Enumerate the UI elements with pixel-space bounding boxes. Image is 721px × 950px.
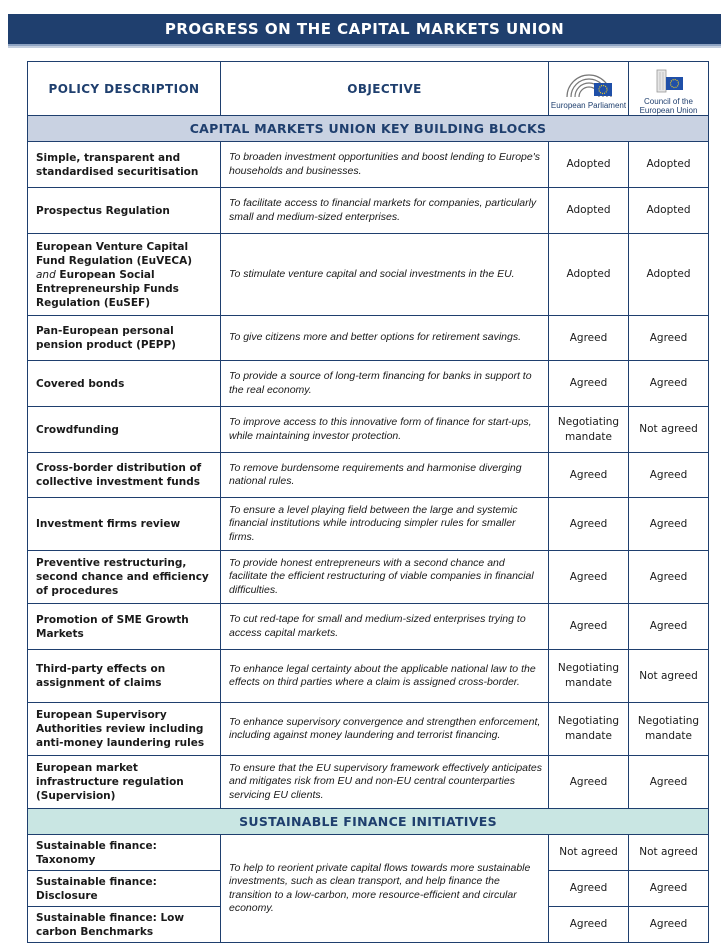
european-parliament-logo-icon — [564, 71, 614, 99]
objective-cell: To give citizens more and better options for retirement savings. — [221, 316, 549, 361]
council-status-cell: Not agreed — [629, 407, 709, 453]
ep-status-cell: Agreed — [549, 453, 629, 498]
ep-status-cell: Negotiating mandate — [549, 650, 629, 703]
objective-cell: To cut red-tape for small and medium-sized enterprises trying to access capital markets. — [221, 604, 549, 650]
ep-status-cell: Agreed — [549, 551, 629, 604]
table-row — [28, 361, 709, 407]
ep-status-cell: Agreed — [549, 756, 629, 809]
ep-status-cell: Agreed — [549, 361, 629, 407]
policy-name-a: European Venture Capital Fund Regulation (EuVECA) — [36, 240, 192, 267]
policy-cell: Sustainable finance: Low carbon Benchmarks — [28, 907, 221, 943]
objective-cell: To enhance legal certainty about the applicable national law to the effects on third parties where a claim is assigned cross-border. — [221, 650, 549, 703]
policy-cell — [28, 234, 221, 316]
table-row — [28, 142, 709, 188]
policy-conjunction: and — [36, 268, 56, 281]
objective-cell: To enhance supervisory convergence and strengthen enforcement, including against money laundering and terrorist financing. — [221, 703, 549, 756]
objective-cell: To facilitate access to financial markets for companies, particularly small and medium-sized enterprises. — [221, 188, 549, 234]
ep-status-cell: Agreed — [549, 316, 629, 361]
section-row — [28, 116, 709, 142]
table-row — [28, 756, 709, 809]
table-row — [28, 703, 709, 756]
council-status-cell: Not agreed — [629, 650, 709, 703]
council-label: Council of the European Union — [639, 96, 698, 115]
ep-status-cell: Agreed — [549, 604, 629, 650]
section-row — [28, 809, 709, 835]
policy-cell: Prospectus Regulation — [28, 188, 221, 234]
council-status-cell: Agreed — [629, 453, 709, 498]
policy-cell: Sustainable finance: Taxonomy — [28, 835, 221, 871]
policy-cell: Pan-European personal pension product (PEPP) — [28, 316, 221, 361]
ep-status-cell: Negotiating mandate — [549, 703, 629, 756]
european-parliament-header — [549, 62, 629, 116]
header-row — [28, 62, 709, 116]
policy-cell: Investment firms review — [28, 498, 221, 551]
objective-cell: To stimulate venture capital and social investments in the EU. — [221, 234, 549, 316]
council-status-cell: Agreed — [629, 907, 709, 943]
page-title: PROGRESS ON THE CAPITAL MARKETS UNION — [8, 14, 721, 46]
council-status-cell: Agreed — [629, 604, 709, 650]
european-parliament-label: European Parliament — [550, 101, 627, 110]
policy-cell: Preventive restructuring, second chance and efficiency of procedures — [28, 551, 221, 604]
ep-status-cell: Adopted — [549, 142, 629, 188]
council-status-cell: Agreed — [629, 871, 709, 907]
council-status-cell: Agreed — [629, 756, 709, 809]
council-status-cell: Negotiating mandate — [629, 703, 709, 756]
table-row — [28, 551, 709, 604]
title-underline — [8, 46, 721, 48]
objective-header: OBJECTIVE — [221, 62, 549, 116]
table-row — [28, 835, 709, 871]
table-row — [28, 316, 709, 361]
table-row — [28, 604, 709, 650]
council-status-cell: Adopted — [629, 188, 709, 234]
policy-cell: Crowdfunding — [28, 407, 221, 453]
policy-cell: European Supervisory Authorities review including anti-money laundering rules — [28, 703, 221, 756]
ep-status-cell: Negotiating mandate — [549, 407, 629, 453]
ep-status-cell: Adopted — [549, 188, 629, 234]
council-status-cell: Agreed — [629, 361, 709, 407]
objective-cell: To provide honest entrepreneurs with a second chance and facilitate the efficient restructuring of viable companies in financial difficulties. — [221, 551, 549, 604]
table-row — [28, 498, 709, 551]
ep-status-cell: Agreed — [549, 498, 629, 551]
section-title: CAPITAL MARKETS UNION KEY BUILDING BLOCKS — [28, 116, 709, 142]
policy-cell: Promotion of SME Growth Markets — [28, 604, 221, 650]
council-logo-icon — [651, 67, 687, 95]
table-row — [28, 234, 709, 316]
table-row — [28, 650, 709, 703]
objective-cell: To broaden investment opportunities and boost lending to Europe's households and businesses. — [221, 142, 549, 188]
table-row — [28, 453, 709, 498]
objective-cell: To ensure that the EU supervisory framework effectively anticipates and mitigates risk from EU and non-EU central counterparties servicing EU clients. — [221, 756, 549, 809]
objective-cell: To help to reorient private capital flows towards more sustainable investments, such as clean transport, and help finance the transition to a low-carbon, more resource-efficient and circular economy. — [221, 835, 549, 943]
council-status-cell: Adopted — [629, 234, 709, 316]
policy-header: POLICY DESCRIPTION — [28, 62, 221, 116]
objective-cell: To improve access to this innovative form of finance for start-ups, while maintaining investor protection. — [221, 407, 549, 453]
council-status-cell: Adopted — [629, 142, 709, 188]
ep-status-cell: Not agreed — [549, 835, 629, 871]
council-status-cell: Agreed — [629, 551, 709, 604]
table-row — [28, 188, 709, 234]
council-status-cell: Agreed — [629, 316, 709, 361]
policy-name-b: European Social Entrepreneurship Funds Regulation (EuSEF) — [36, 268, 179, 309]
policy-cell: Third-party effects on assignment of claims — [28, 650, 221, 703]
council-status-cell: Agreed — [629, 498, 709, 551]
policy-cell: Cross-border distribution of collective investment funds — [28, 453, 221, 498]
council-status-cell: Not agreed — [629, 835, 709, 871]
policy-cell: Sustainable finance: Disclosure — [28, 871, 221, 907]
objective-cell: To ensure a level playing field between the large and systemic financial institutions while introducing simpler rules for smaller firms. — [221, 498, 549, 551]
policy-cell: Covered bonds — [28, 361, 221, 407]
ep-status-cell: Agreed — [549, 871, 629, 907]
council-header — [629, 62, 709, 116]
progress-table — [27, 61, 709, 943]
objective-cell: To provide a source of long-term financing for banks in support to the real economy. — [221, 361, 549, 407]
section-title: SUSTAINABLE FINANCE INITIATIVES — [28, 809, 709, 835]
ep-status-cell: Adopted — [549, 234, 629, 316]
policy-cell: Simple, transparent and standardised securitisation — [28, 142, 221, 188]
objective-cell: To remove burdensome requirements and harmonise diverging national rules. — [221, 453, 549, 498]
ep-status-cell: Agreed — [549, 907, 629, 943]
table-row — [28, 407, 709, 453]
policy-cell: European market infrastructure regulation (Supervision) — [28, 756, 221, 809]
